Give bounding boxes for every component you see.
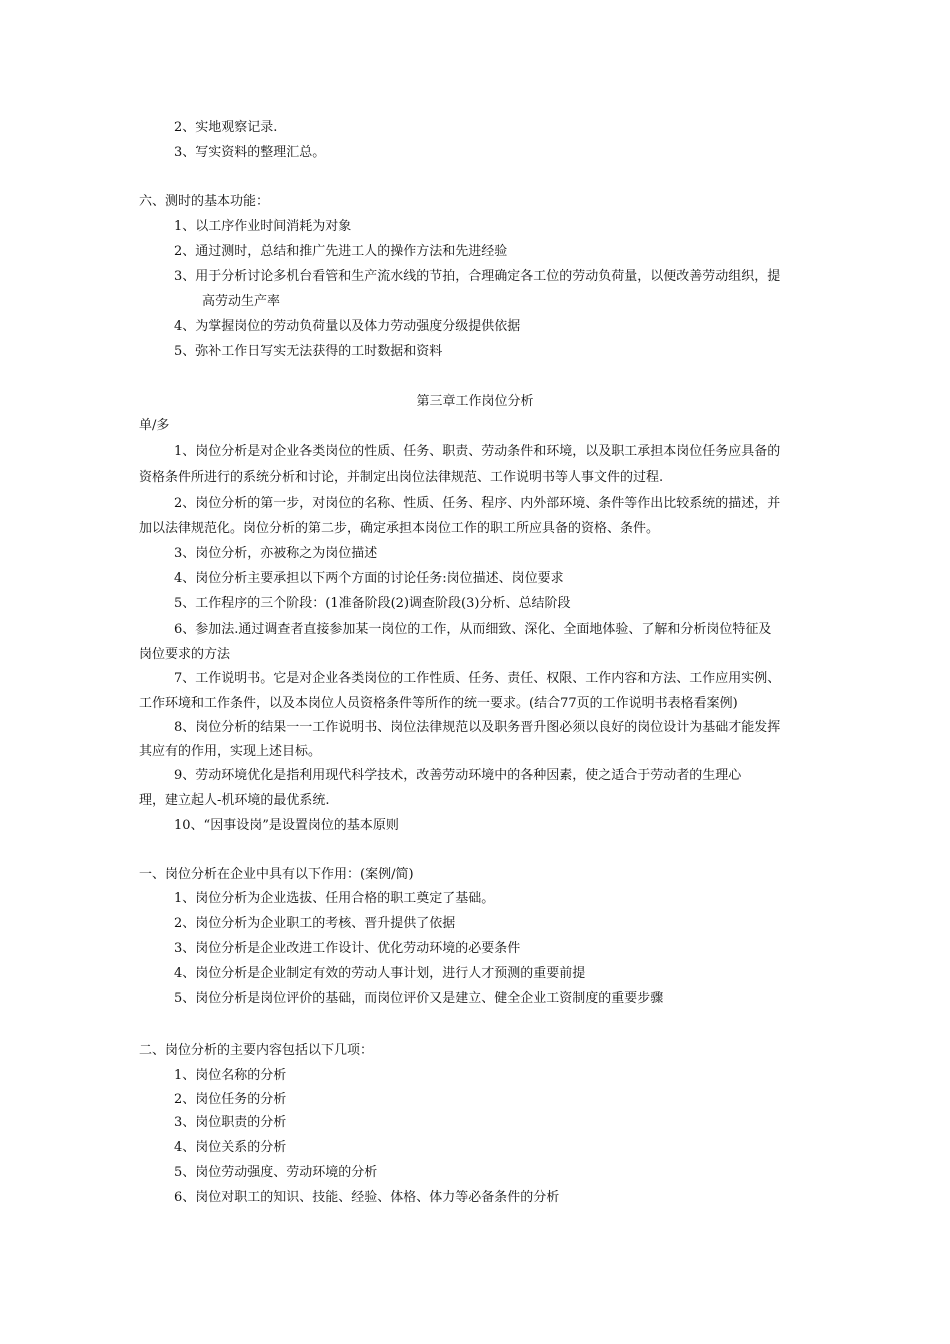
list-item: 4、岗位关系的分析 [174,1140,287,1155]
paragraph-line: 1、岗位分析是对企业各类岗位的性质、任务、职责、劳动条件和环境，以及职工承担本岗位任务应具备的 [174,444,781,459]
list-item: 3、岗位分析是企业改进工作设计、优化劳动环境的必要条件 [174,941,521,956]
list-item: 4、为掌握岗位的劳动负荷量以及体力劳动强度分级提供依据 [174,319,521,334]
list-item: 6、岗位对职工的知识、技能、经验、体格、体力等必备条件的分析 [174,1190,560,1205]
question-type-tag: 单/多 [139,418,170,433]
list-item: 2、通过测时，总结和推广先进工人的操作方法和先进经验 [174,244,508,259]
list-item: 1、以工序作业时间消耗为对象 [174,219,352,234]
section-heading-contents: 二、岗位分析的主要内容包括以下几项： [139,1043,374,1058]
list-item: 5、岗位劳动强度、劳动环境的分析 [174,1165,378,1180]
chapter-title: 第三章工作岗位分析 [416,394,534,409]
list-item: 5、岗位分析是岗位评价的基础，而岗位评价又是建立、健全企业工资制度的重要步骤 [174,991,664,1006]
paragraph-line: 5、工作程序的三个阶段：(1准备阶段(2)调查阶段(3)分析、总结阶段 [174,596,571,611]
paragraph-line: 资格条件所进行的系统分析和讨论，并制定出岗位法律规范、工作说明书等人事文件的过程. [139,470,664,485]
paragraph-line: 加以法律规范化。岗位分析的第二步，确定承担本岗位工作的职工所应具备的资格、条件。 [139,521,660,536]
paragraph-line: 4、岗位分析主要承担以下两个方面的讨论任务:岗位描述、岗位要求 [174,571,564,586]
list-item: 1、岗位分析为企业选拔、任用合格的职工奠定了基础。 [174,891,495,906]
paragraph-line: 3、岗位分析，亦被称之为岗位描述 [174,546,378,561]
section-heading-timing: 六、测时的基本功能： [139,194,270,209]
observation-item: 3、写实资料的整理汇总。 [174,145,326,160]
list-item: 5、弥补工作日写实无法获得的工时数据和资料 [174,344,443,359]
observation-item: 2、实地观察记录. [174,120,278,135]
list-item: 2、岗位任务的分析 [174,1092,287,1107]
paragraph-line: 9、劳动环境优化是指利用现代科学技术，改善劳动环境中的各种因素，使之适合于劳动者的生理心 [174,768,742,783]
section-heading-roles: 一、岗位分析在企业中具有以下作用：(案例/简) [139,867,414,882]
paragraph-line: 10、“因事设岗”是设置岗位的基本原则 [174,818,399,833]
paragraph-line: 2、岗位分析的第一步，对岗位的名称、性质、任务、程序、内外部环境、条件等作出比较系统的描述，并 [174,496,781,511]
paragraph-line: 7、工作说明书。它是对企业各类岗位的工作性质、任务、责任、权限、工作内容和方法、工作应用实例、 [174,671,781,686]
list-item: 1、岗位名称的分析 [174,1068,287,1083]
list-item-continuation: 高劳动生产率 [202,294,281,309]
list-item: 4、岗位分析是企业制定有效的劳动人事计划，进行人才预测的重要前提 [174,966,586,981]
list-item: 2、岗位分析为企业职工的考核、晋升提供了依据 [174,916,456,931]
paragraph-line: 岗位要求的方法 [139,647,231,662]
list-item: 3、用于分析讨论多机台看管和生产流水线的节拍，合理确定各工位的劳动负荷量，以便改善劳动组织，提 [174,269,781,284]
paragraph-line: 工作环境和工作条件，以及本岗位人员资格条件等所作的统一要求。(结合77页的工作说明书表格看案例) [139,696,738,711]
paragraph-line: 8、岗位分析的结果一一工作说明书、岗位法律规范以及职务晋升图必须以良好的岗位设计为基础才能发挥 [174,720,781,735]
paragraph-line: 其应有的作用，实现上述目标。 [139,744,322,759]
paragraph-line: 6、参加法.通过调查者直接参加某一岗位的工作，从而细致、深化、全面地体验、了解和分析岗位特征及 [174,622,772,637]
list-item: 3、岗位职责的分析 [174,1115,287,1130]
paragraph-line: 理，建立起人-机环境的最优系统. [139,793,330,808]
